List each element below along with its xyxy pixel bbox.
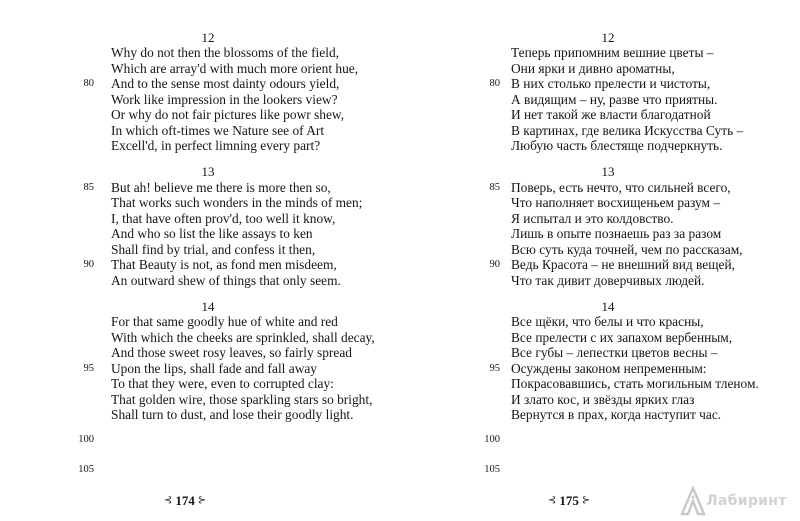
ornament-icon: ⊰	[548, 495, 557, 506]
verse-line: Что наполняет восхищеньем разум –	[511, 195, 721, 210]
verse-line: Upon the lips, shall fade and fall away	[111, 361, 318, 376]
line-number: 90	[489, 259, 500, 270]
line-number: 105	[484, 464, 500, 475]
verse-line: And those sweet rosy leaves, so fairly spread	[111, 345, 352, 360]
stanza-number: 12	[201, 30, 215, 45]
verse-line: Теперь припомним вешние цветы –	[511, 45, 714, 60]
verse-line: In which oft-times we Nature see of Art	[111, 123, 325, 138]
verse-line: That golden wire, those sparkling stars so bright,	[111, 392, 373, 407]
line-number: 100	[484, 434, 500, 445]
verse-line: To that they were, even to corrupted clay:	[111, 376, 334, 391]
stanza-number: 13	[601, 164, 615, 179]
verse-line: Любую часть блестяще подчеркнуть.	[511, 138, 723, 153]
line-number: 105	[78, 464, 94, 475]
verse-line: Все прелести с их запахом вербенным,	[511, 330, 733, 345]
verse-line: И нет такой же власти благодатной	[511, 107, 711, 122]
verse-line: But ah! believe me there is more then so,	[111, 180, 331, 195]
verse-line: For that same goodly hue of white and red	[111, 314, 338, 329]
verse-line: Что так дивит доверчивых людей.	[511, 273, 705, 288]
ornament-icon: ⊱	[581, 495, 591, 506]
verse-line: Покрасовавшись, стать могильным тленом.	[511, 376, 759, 391]
verse-line: И злато кос, и звёзды ярких глаз	[511, 392, 695, 407]
line-number: 85	[489, 182, 500, 193]
labirint-watermark	[680, 486, 798, 518]
verse-line: Excell'd, in perfect limning every part?	[111, 138, 321, 153]
page-number-text: 175	[559, 493, 579, 508]
verse-line: Они ярки и дивно ароматны,	[511, 61, 675, 76]
stanza-number: 14	[601, 299, 615, 314]
ornament-icon: ⊱	[197, 495, 207, 506]
verse-line: I, that have often prov'd, too well it know,	[111, 211, 336, 226]
verse-line: В картинах, где велика Искусства Суть –	[511, 123, 744, 138]
page-number-right	[548, 493, 590, 509]
verse-line: Поверь, есть нечто, что сильней всего,	[511, 180, 731, 195]
line-number: 85	[83, 182, 94, 193]
verse-line: With which the cheeks are sprinkled, shall decay,	[111, 330, 375, 345]
line-number: 80	[489, 78, 500, 89]
line-number: 80	[83, 78, 94, 89]
verse-line: А видящим – ну, разве что приятны.	[511, 92, 718, 107]
stanza-number: 14	[201, 299, 215, 314]
verse-line: Ведь Красота – не внешний вид вещей,	[511, 257, 735, 272]
stanza-number: 12	[601, 30, 615, 45]
line-number: 100	[78, 434, 94, 445]
verse-line: And to the sense most dainty odours yield,	[111, 76, 340, 91]
page-number-left	[164, 493, 206, 509]
verse-line: Shall find by trial, and confess it then,	[111, 242, 316, 257]
verse-line: В них столько прелести и чистоты,	[511, 76, 711, 91]
ornament-icon: ⊰	[164, 495, 173, 506]
verse-line: Все губы – лепестки цветов весны –	[511, 345, 718, 360]
verse-line: Я испытал и это колдовство.	[511, 211, 674, 226]
watermark-text: Лабиринт	[706, 493, 787, 509]
verse-line: Все щёки, что белы и что красны,	[511, 314, 704, 329]
left-page	[0, 0, 400, 520]
verse-line: Вернутся в прах, когда наступит час.	[511, 407, 722, 422]
line-number: 95	[489, 363, 500, 374]
verse-line: Why do not then the blossoms of the field,	[111, 45, 339, 60]
verse-line: Work like impression in the lookers view?	[111, 92, 338, 107]
verse-line: Осуждены законом непременным:	[511, 361, 707, 376]
line-number: 95	[83, 363, 94, 374]
verse-line: Shall turn to dust, and lose their goodly light.	[111, 407, 354, 422]
verse-line: And who so list the like assays to ken	[111, 226, 313, 241]
labirint-logo-icon	[680, 486, 706, 516]
page-number-text: 174	[175, 493, 195, 508]
verse-line: That Beauty is not, as fond men misdeem,	[111, 257, 337, 272]
verse-line: That works such wonders in the minds of men;	[111, 195, 363, 210]
verse-line: Which are array'd with much more orient hue,	[111, 61, 359, 76]
right-page	[400, 0, 800, 520]
verse-line: Всю суть куда точней, чем по рассказам,	[511, 242, 743, 257]
stanza-number: 13	[201, 164, 215, 179]
line-number: 90	[83, 259, 94, 270]
verse-line: An outward shew of things that only seem.	[111, 273, 341, 288]
verse-line: Or why do not fair pictures like powr shew,	[111, 107, 345, 122]
verse-line: Лишь в опыте познаешь раз за разом	[511, 226, 722, 241]
